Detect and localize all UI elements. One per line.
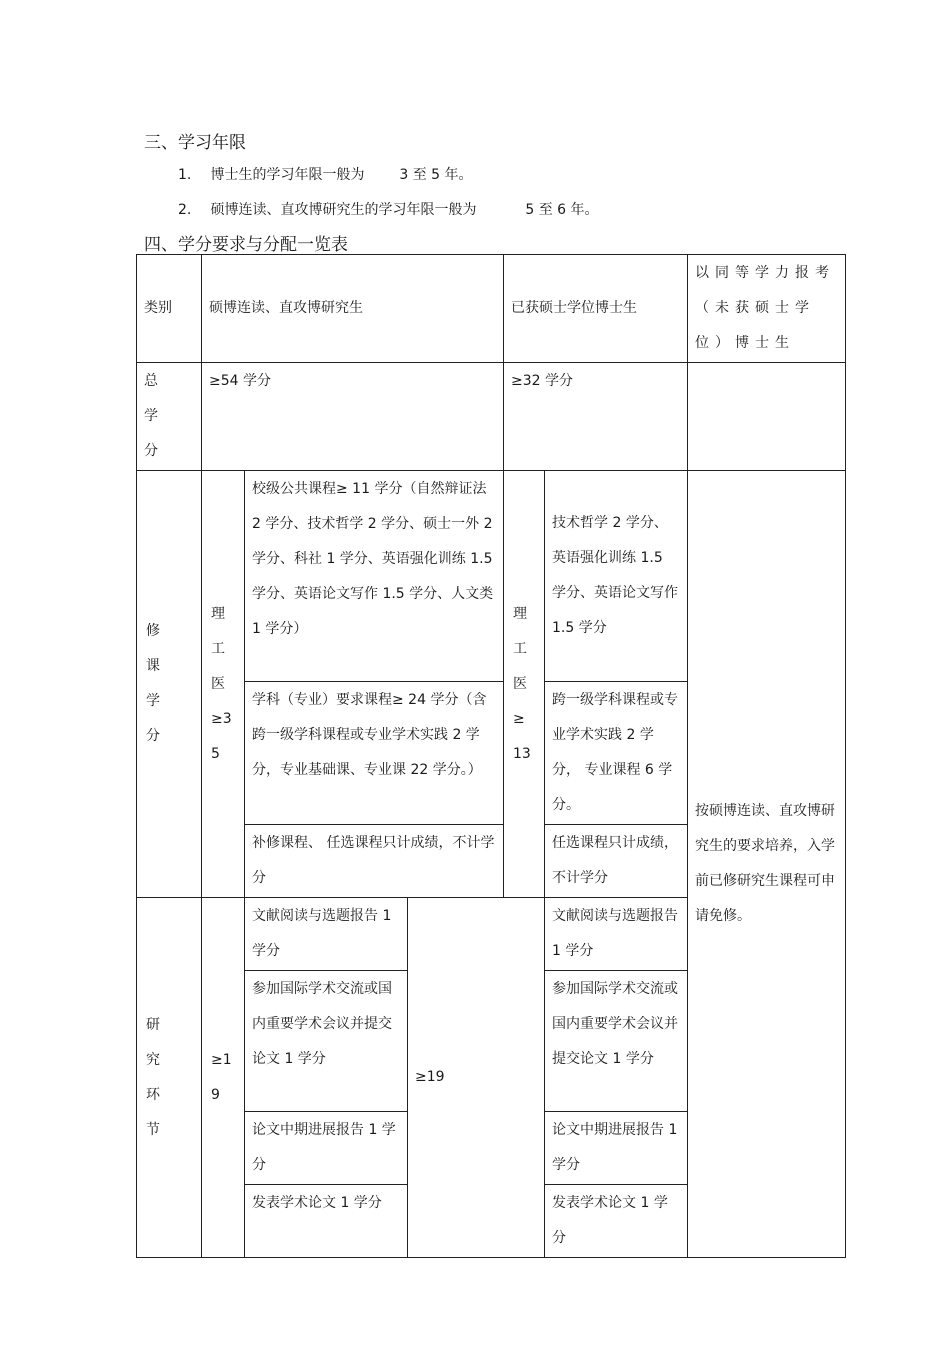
course-a-row-3: 补修课程、 任选课程只计成绩，不计学分: [245, 825, 504, 898]
table-header-row: [137, 255, 846, 363]
total-col-b: ≥32 学分: [504, 363, 688, 471]
item-text: 硕博连读、直攻博研究生的学习年限一般为: [210, 202, 477, 218]
duration-item-1: [178, 164, 473, 184]
section-heading-study-duration: 三、学习年限: [144, 133, 246, 153]
total-label: 总 学 分: [137, 363, 202, 471]
course-b-group: 理工医≥13: [504, 471, 545, 898]
research-a-row-4: 发表学术论文 1 学分: [245, 1185, 408, 1258]
course-c-note: 按硕博连读、直攻博研究生的要求培养，入学前已修研究生课程可申请免修。: [688, 471, 846, 1258]
course-a-group: 理工医≥35: [202, 471, 245, 898]
table-row-total: [137, 363, 846, 471]
header-col-c: 以同等学力报考（未获硕士学位）博士生: [688, 255, 846, 363]
research-b-row-4: 发表学术论文 1 学分: [545, 1185, 688, 1258]
research-a-row-1: 文献阅读与选题报告 1 学分: [245, 898, 408, 971]
item-value: 5 至 6 年。: [525, 202, 599, 218]
research-label: 研究环节: [137, 898, 202, 1258]
item-number: 2.: [178, 202, 192, 218]
duration-item-2: [178, 199, 599, 219]
item-value: 3 至 5 年。: [399, 167, 473, 183]
research-b-row-3: 论文中期进展报告 1 学分: [545, 1112, 688, 1185]
header-col-b: 已获硕士学位博士生: [504, 255, 688, 363]
research-b-group: ≥19: [408, 898, 545, 1258]
total-col-c: [688, 363, 846, 471]
credit-allocation-table: [136, 254, 846, 1258]
item-number: 1.: [178, 167, 192, 183]
table-row-course-1: [137, 471, 846, 682]
research-a-group: ≥19: [202, 898, 245, 1258]
research-a-row-2: 参加国际学术交流或国内重要学术会议并提交论文 1 学分: [245, 971, 408, 1112]
research-a-row-3: 论文中期进展报告 1 学分: [245, 1112, 408, 1185]
course-b-row-2: 跨一级学科课程或专业学术实践 2 学分， 专业课程 6 学分。: [545, 682, 688, 825]
header-category: 类别: [137, 255, 202, 363]
header-col-a: 硕博连读、直攻博研究生: [202, 255, 504, 363]
course-b-row-1: 技术哲学 2 学分、英语强化训练 1.5 学分、英语论文写作 1.5 学分: [545, 471, 688, 682]
course-a-row-1: 校级公共课程≥ 11 学分（自然辩证法 2 学分、技术哲学 2 学分、硕士一外 2 学分、科社 1 学分、英语强化训练 1.5 学分、英语论文写作 1.5 学分、人文类 1 学分）: [245, 471, 504, 682]
item-text: 博士生的学习年限一般为: [210, 167, 365, 183]
research-b-row-1: 文献阅读与选题报告 1 学分: [545, 898, 688, 971]
section-heading-credit-table: 四、学分要求与分配一览表: [144, 235, 348, 255]
research-b-row-2: 参加国际学术交流或国内重要学术会议并提交论文 1 学分: [545, 971, 688, 1112]
course-label: 修课学分: [137, 471, 202, 898]
course-a-row-2: 学科（专业）要求课程≥ 24 学分（含跨一级学科课程或专业学术实践 2 学分，专业基础课、专业课 22 学分。）: [245, 682, 504, 825]
course-b-row-3: 任选课程只计成绩，不计学分: [545, 825, 688, 898]
total-col-a: ≥54 学分: [202, 363, 504, 471]
